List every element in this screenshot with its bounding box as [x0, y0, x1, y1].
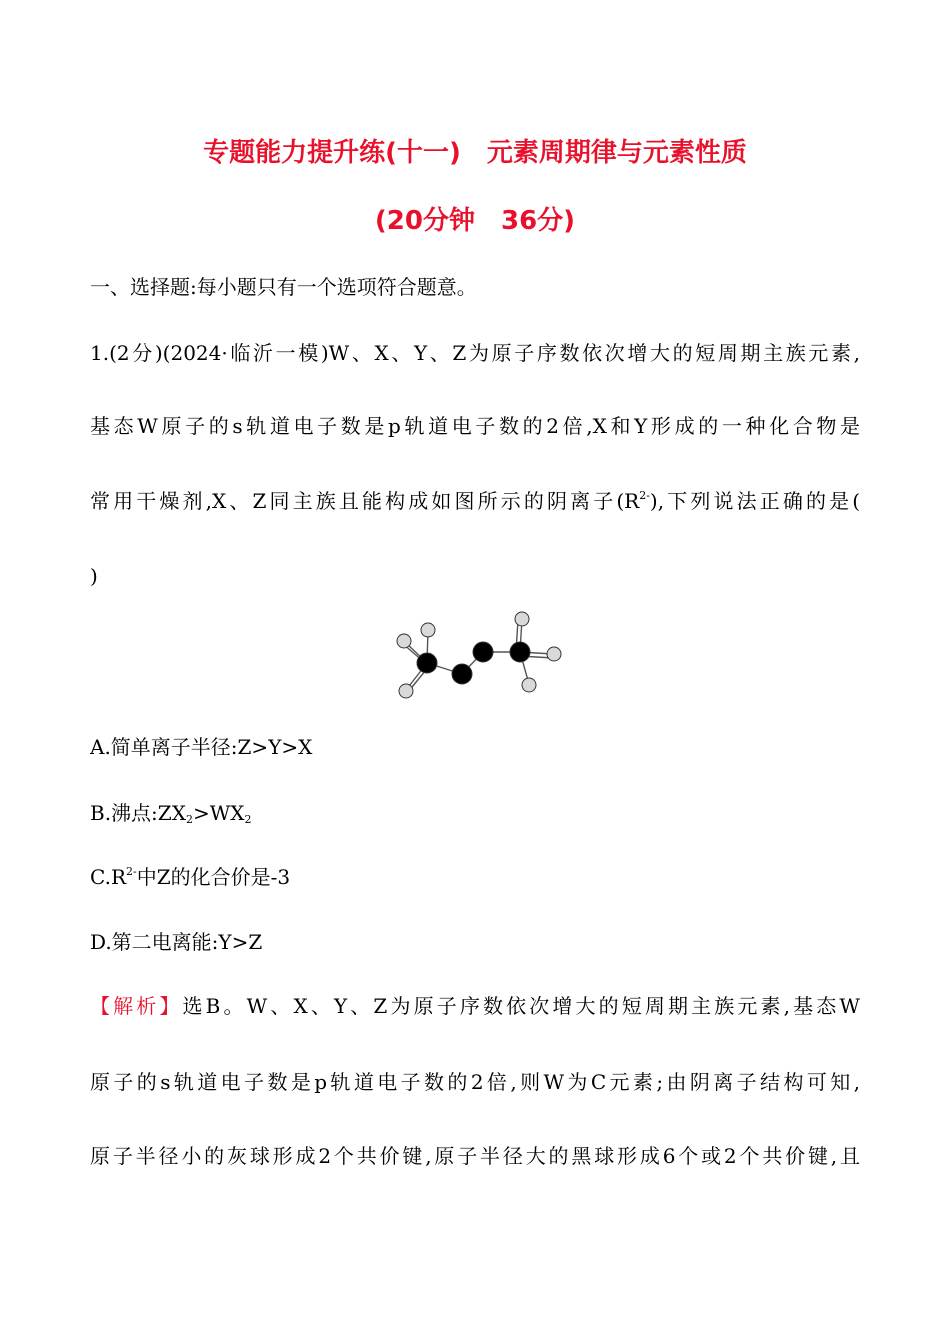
analysis-line-1: 【解析】选B。W、X、Y、Z为原子序数依次增大的短周期主族元素,基态W [90, 994, 860, 1018]
anion-structure-diagram [388, 606, 568, 706]
gray-atom [421, 623, 435, 637]
gray-atom [547, 647, 561, 661]
gray-atom [397, 634, 411, 648]
page-title: 专题能力提升练(十一) 元素周期律与元素性质 [203, 138, 747, 168]
gray-atom [522, 678, 536, 692]
option-b: B.沸点$:ZX_2>WX_2$ [90, 801, 252, 826]
gray-atom [515, 612, 529, 626]
page-subtitle: (20分钟 36分) [374, 206, 576, 236]
analysis-label: 【解析】 [90, 994, 183, 1018]
option-a: A.简单离子半径:Z>Y>X [90, 735, 313, 759]
analysis-line-2: 原子的s轨道电子数是p轨道电子数的2倍,则W为C元素;由阴离子结构可知, [90, 1070, 860, 1094]
black-atom [510, 642, 530, 662]
question-line-4: ) [90, 564, 98, 588]
gray-atom [399, 684, 413, 698]
charge-superscript: 2- [639, 489, 650, 502]
option-c: $C.R^{2-}$中Z的化合价是-3 [90, 865, 291, 889]
question-line-3: 常用干燥剂,X、Z同主族且能构成如图所示的阴离子$(R^{2-})$,下列说法正确的是( [90, 489, 860, 513]
option-d: D.第二电离能:Y>Z [90, 930, 263, 954]
black-atom [473, 642, 493, 662]
analysis-line-3: 原子半径小的灰球形成2个共价键,原子半径大的黑球形成6个或2个共价键,且 [90, 1144, 860, 1168]
section-heading: 一、选择题:每小题只有一个选项符合题意。 [90, 275, 477, 299]
black-atom [452, 664, 472, 684]
question-line-2: 基态W原子的s轨道电子数是p轨道电子数的2倍,X和Y形成的一种化合物是 [90, 414, 860, 438]
question-line-1: 1.(2分)(2024·临沂一模)W、X、Y、Z为原子序数依次增大的短周期主族元素, [90, 341, 860, 365]
black-atom [417, 653, 437, 673]
